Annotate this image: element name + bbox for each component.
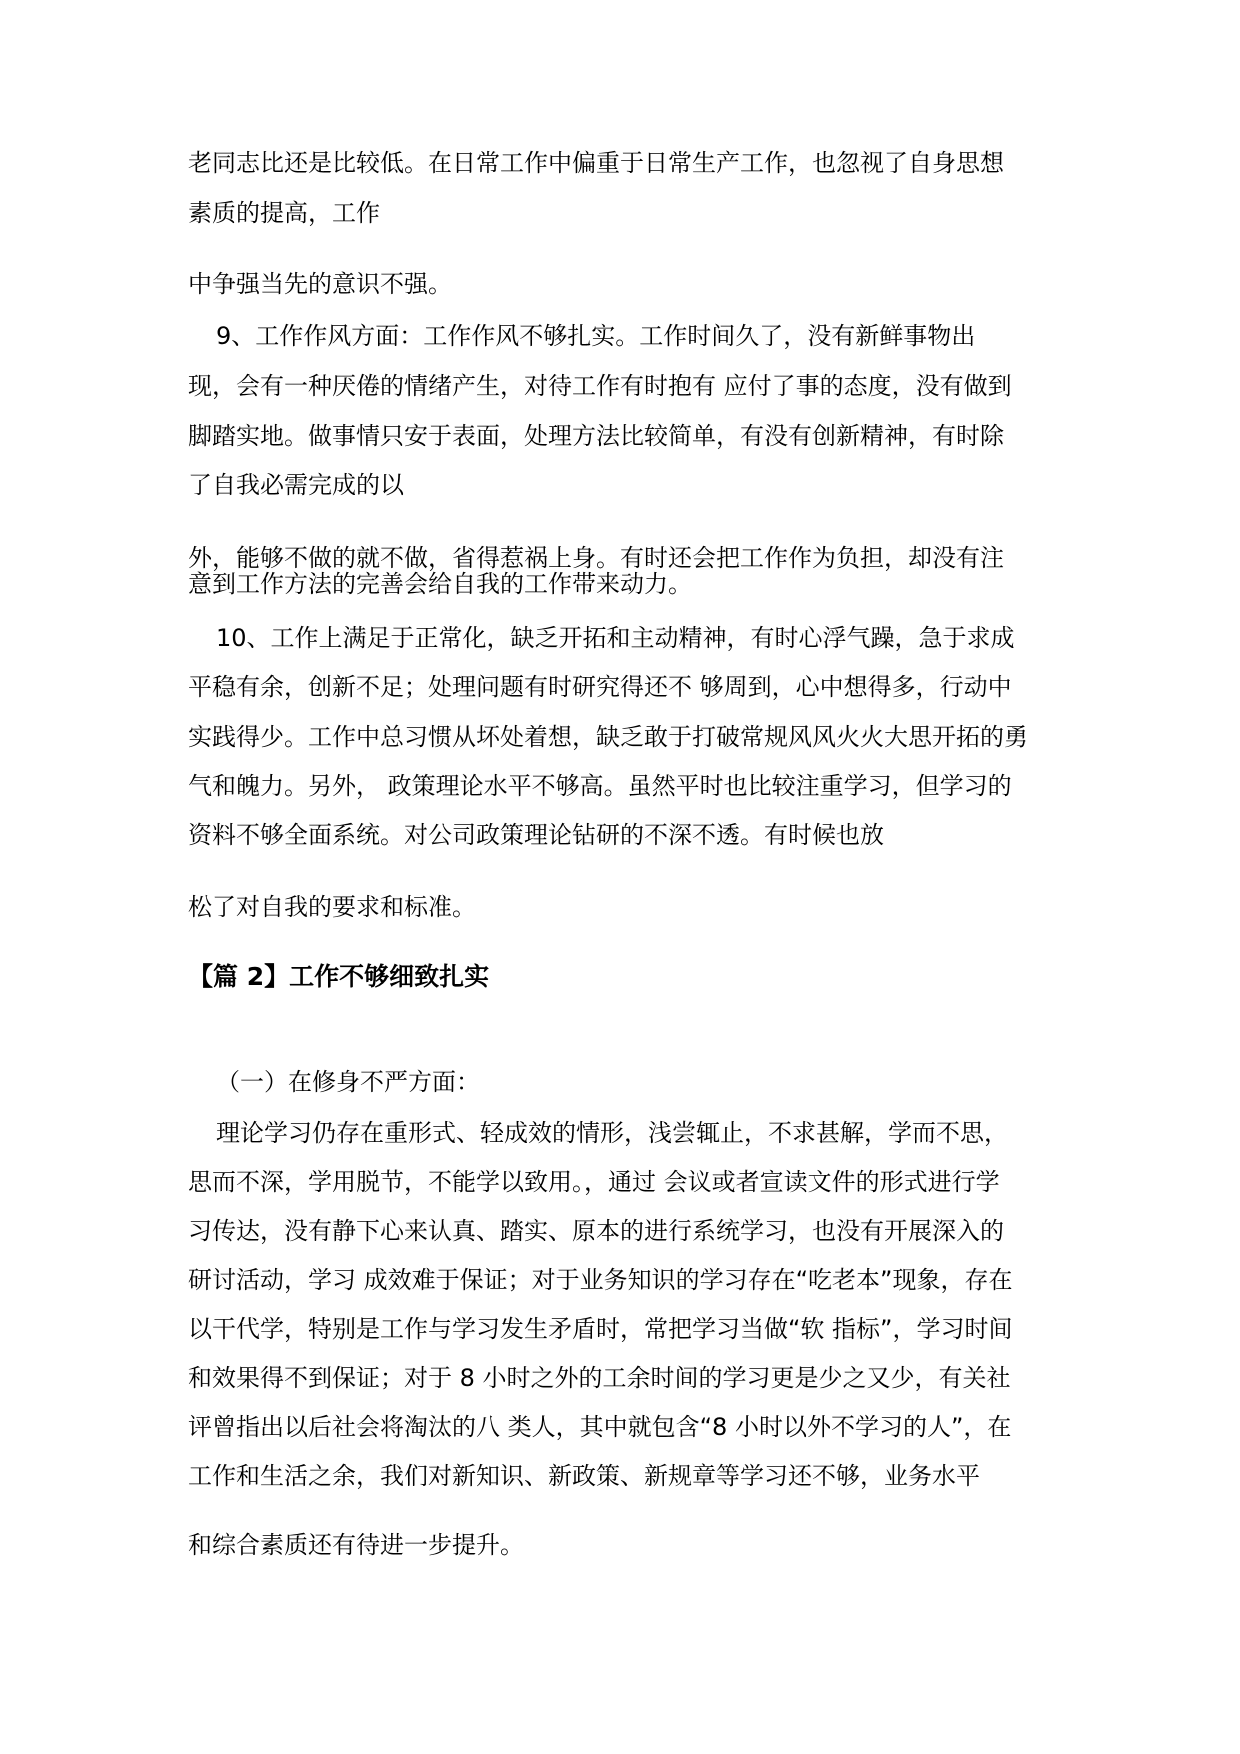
paragraph-9-first-line: 9、工作作风方面：工作作风不够扎实。工作时间久了，没有新鲜事物出 [216, 322, 976, 350]
body-line: 研讨活动，学习 成效难于保证；对于业务知识的学习存在“吃老本”现象，存在 [188, 1266, 1013, 1294]
body-line: 平稳有余，创新不足；处理问题有时研究得还不 够周到，心中想得多，行动中 [188, 673, 1012, 701]
body-line: 松了对自我的要求和标准。 [188, 893, 476, 921]
body-line: 老同志比还是比较低。在日常工作中偏重于日常生产工作，也忽视了自身思想 [188, 149, 1004, 177]
body-line: 现，会有一种厌倦的情绪产生，对待工作有时抱有 应付了事的态度，没有做到 [188, 372, 1012, 400]
paragraph-first-line: 理论学习仍存在重形式、轻成效的情形，浅尝辄止，不求甚解，学而不思， [216, 1119, 1008, 1147]
body-line: 外，能够不做的就不做，省得惹祸上身。有时还会把工作作为负担，却没有注 [188, 544, 1004, 572]
body-line: 脚踏实地。做事情只安于表面，处理方法比较简单，有没有创新精神，有时除 [188, 422, 1004, 450]
body-line: 和综合素质还有待进一步提升。 [188, 1531, 524, 1559]
body-line: 资料不够全面系统。对公司政策理论钻研的不深不透。有时候也放 [188, 821, 884, 849]
body-line: 气和魄力。另外， 政策理论水平不够高。虽然平时也比较注重学习，但学习的 [188, 772, 1012, 800]
body-line: 工作和生活之余，我们对新知识、新政策、新规章等学习还不够，业务水平 [188, 1462, 980, 1490]
section-heading: 【篇 2】工作不够细致扎实 [188, 962, 490, 991]
paragraph-10-first-line: 10、工作上满足于正常化，缺乏开拓和主动精神，有时心浮气躁，急于求成 [216, 624, 1015, 652]
subsection-heading: （一）在修身不严方面： [216, 1068, 480, 1096]
body-line: 意到工作方法的完善会给自我的工作带来动力。 [188, 570, 692, 598]
body-line: 实践得少。工作中总习惯从坏处着想，缺乏敢于打破常规风风火火大思开拓的勇 [188, 723, 1028, 751]
body-line: 了自我必需完成的以 [188, 471, 404, 499]
body-line: 中争强当先的意识不强。 [188, 270, 452, 298]
body-line: 评曾指出以后社会将淘汰的八 类人，其中就包含“8 小时以外不学习的人”，在 [188, 1413, 1012, 1441]
body-line: 和效果得不到保证；对于 8 小时之外的工余时间的学习更是少之又少，有关社 [188, 1364, 1011, 1392]
body-line: 思而不深，学用脱节，不能学以致用。，通过 会议或者宣读文件的形式进行学 [188, 1168, 1000, 1196]
body-line: 素质的提高，工作 [188, 199, 380, 227]
body-line: 习传达，没有静下心来认真、踏实、原本的进行系统学习，也没有开展深入的 [188, 1217, 1004, 1245]
body-line: 以干代学，特别是工作与学习发生矛盾时，常把学习当做“软 指标”，学习时间 [188, 1315, 1013, 1343]
